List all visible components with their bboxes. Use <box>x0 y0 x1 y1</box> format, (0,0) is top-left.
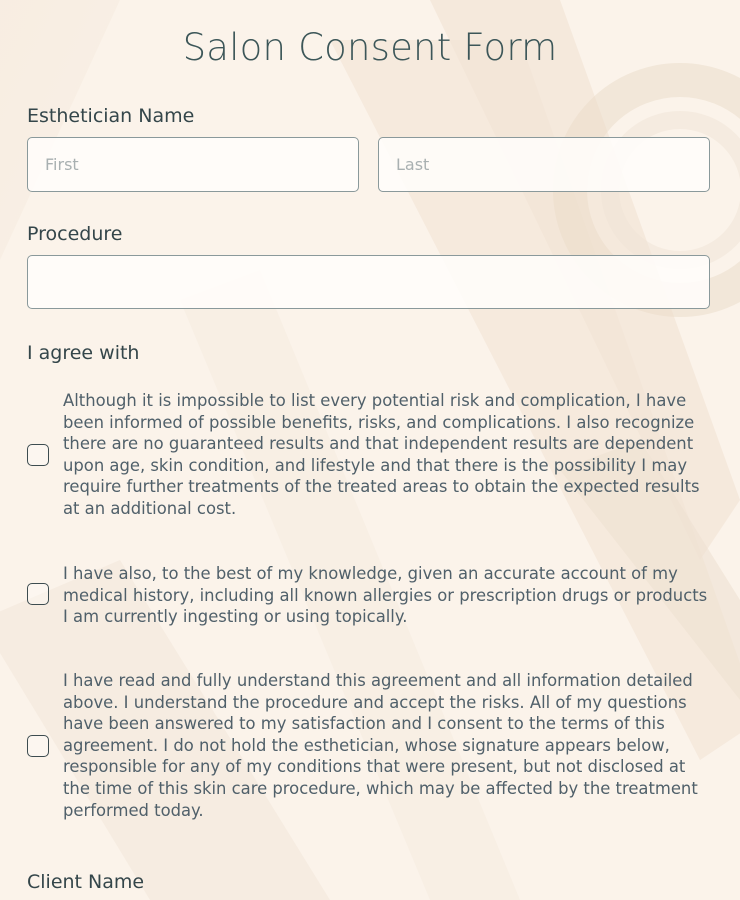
agreement-text-3: I have read and fully understand this agreement and all information detailed above. I understand the procedure and accept the risks. All of my questions have been answered to my satisfaction and I consent to the terms of this agreement. I do not hold the esthetician, whose signature appears below, responsible for any of my conditions that were present, but not disclosed at the time of this skin care procedure, which may be affected by the treatment performed today. <box>63 671 698 820</box>
procedure-input[interactable] <box>27 255 710 309</box>
agreement-text-1: Although it is impossible to list every potential risk and complication, I have been informed of possible benefits, risks, and complications. I also recognize there are no guaranteed results and that independent results are dependent upon age, skin condition, and lifestyle and that there is the possibility I may require further treatments of the treated areas to obtain the expected results at an additional cost. <box>63 391 700 518</box>
agreement-text-2: I have also, to the best of my knowledge, given an accurate account of my medical history, including all known allergies or prescription drugs or products I am currently ingesting or using topically. <box>63 564 708 627</box>
agree-label: I agree with <box>27 342 140 364</box>
client-name-label: Client Name <box>27 871 145 893</box>
agreement-checkbox-2[interactable] <box>27 583 49 605</box>
esthetician-first-name-input[interactable] <box>27 137 359 192</box>
form-title: Salon Consent Form <box>182 26 558 69</box>
esthetician-last-name-input[interactable] <box>378 137 710 192</box>
agreement-checkbox-1[interactable] <box>27 444 49 466</box>
agreement-checkbox-3[interactable] <box>27 735 49 757</box>
procedure-label: Procedure <box>27 223 123 245</box>
esthetician-name-label: Esthetician Name <box>27 105 195 127</box>
